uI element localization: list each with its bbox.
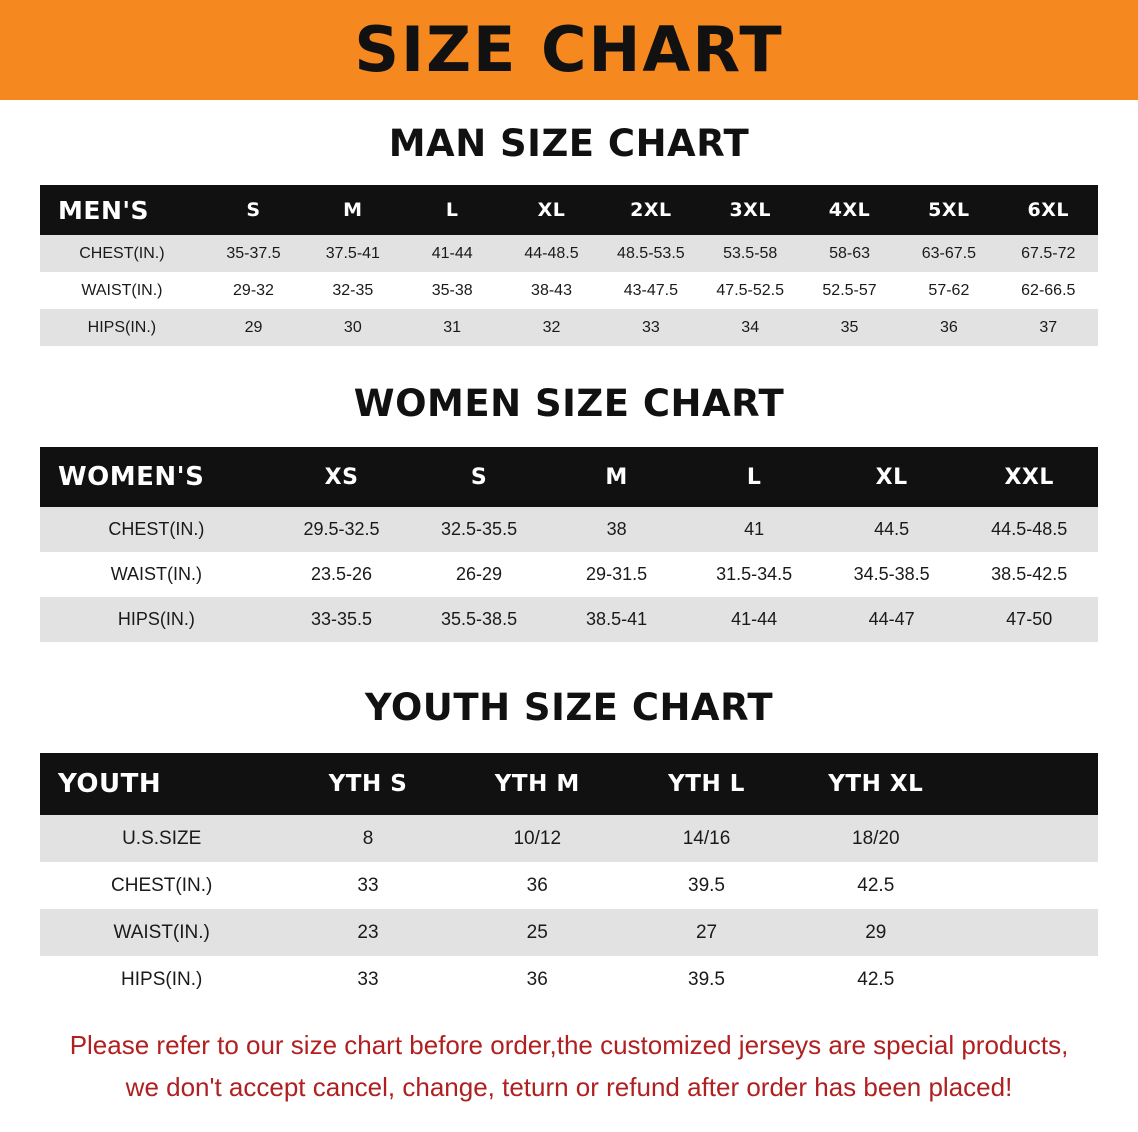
youth-header-l: YTH L (622, 753, 791, 815)
man-header-5xl: 5XL (899, 185, 998, 235)
table-row (40, 815, 1098, 862)
man-header-xl: XL (502, 185, 601, 235)
cell: 35 (800, 309, 899, 346)
cell: 38 (548, 507, 686, 552)
row-label: CHEST(IN.) (40, 507, 273, 552)
cell: 33-35.5 (273, 597, 411, 642)
row-label: HIPS(IN.) (40, 956, 283, 1003)
notice-line-2: we don't accept cancel, change, teturn or refund after order has been placed! (125, 1071, 1013, 1102)
youth-size-table (40, 753, 1098, 1003)
man-size-table (40, 185, 1098, 346)
cell: 42.5 (791, 956, 960, 1003)
cell: 57-62 (899, 272, 998, 309)
cell: 29-31.5 (548, 552, 686, 597)
cell: 32 (502, 309, 601, 346)
youth-section-heading: YOUTH SIZE CHART (364, 686, 774, 729)
cell: 52.5-57 (800, 272, 899, 309)
table-header-row (40, 447, 1098, 507)
cell: 33 (283, 956, 452, 1003)
cell: 58-63 (800, 235, 899, 272)
cell: 47-50 (960, 597, 1098, 642)
cell: 39.5 (622, 956, 791, 1003)
table-row (40, 597, 1098, 642)
cell: 41-44 (685, 597, 823, 642)
table-row (40, 272, 1098, 309)
man-header-s: S (204, 185, 303, 235)
cell: 27 (622, 909, 791, 956)
table-row (40, 862, 1098, 909)
banner (0, 0, 1138, 100)
cell: 63-67.5 (899, 235, 998, 272)
cell: 35-37.5 (204, 235, 303, 272)
cell: 34 (701, 309, 800, 346)
cell: 37 (999, 309, 1098, 346)
youth-table-body (40, 815, 1098, 1003)
cell: 44.5-48.5 (960, 507, 1098, 552)
table-row (40, 309, 1098, 346)
cell: 29-32 (204, 272, 303, 309)
cell: 36 (453, 862, 622, 909)
youth-header-xl: YTH XL (791, 753, 960, 815)
cell: 25 (453, 909, 622, 956)
cell: 35-38 (403, 272, 502, 309)
row-label: CHEST(IN.) (40, 862, 283, 909)
notice (0, 1025, 1138, 1108)
man-header-4xl: 4XL (800, 185, 899, 235)
cell: 39.5 (622, 862, 791, 909)
women-size-table (40, 447, 1098, 642)
cell: 26-29 (410, 552, 548, 597)
row-label: CHEST(IN.) (40, 235, 204, 272)
table-row (40, 909, 1098, 956)
cell-spacer (960, 956, 1098, 1003)
women-header-label: WOMEN'S (40, 447, 273, 507)
cell: 31.5-34.5 (685, 552, 823, 597)
cell: 48.5-53.5 (601, 235, 700, 272)
row-label: WAIST(IN.) (40, 272, 204, 309)
cell: 35.5-38.5 (410, 597, 548, 642)
cell: 14/16 (622, 815, 791, 862)
row-label: HIPS(IN.) (40, 597, 273, 642)
youth-table-wrap (0, 753, 1138, 1003)
cell: 29.5-32.5 (273, 507, 411, 552)
cell: 33 (601, 309, 700, 346)
cell: 38-43 (502, 272, 601, 309)
cell: 32-35 (303, 272, 402, 309)
cell: 23.5-26 (273, 552, 411, 597)
man-header-2xl: 2XL (601, 185, 700, 235)
cell: 44-48.5 (502, 235, 601, 272)
table-row (40, 507, 1098, 552)
cell-spacer (960, 909, 1098, 956)
notice-line-1: Please refer to our size chart before order,the customized jerseys are special products, (69, 1030, 1069, 1060)
women-table-body (40, 507, 1098, 642)
cell: 44-47 (823, 597, 961, 642)
women-section-heading: WOMEN SIZE CHART (353, 382, 785, 425)
cell: 67.5-72 (999, 235, 1098, 272)
row-label: U.S.SIZE (40, 815, 283, 862)
man-table-wrap (0, 185, 1138, 346)
cell: 29 (204, 309, 303, 346)
cell: 36 (899, 309, 998, 346)
youth-table-head (40, 753, 1098, 815)
cell: 44.5 (823, 507, 961, 552)
women-header-s: S (410, 447, 548, 507)
cell: 34.5-38.5 (823, 552, 961, 597)
women-header-m: M (548, 447, 686, 507)
youth-header-s: YTH S (283, 753, 452, 815)
table-header-row (40, 185, 1098, 235)
table-row (40, 956, 1098, 1003)
man-header-label: MEN'S (40, 185, 204, 235)
cell: 38.5-41 (548, 597, 686, 642)
page-title: SIZE CHART (354, 13, 784, 86)
cell: 38.5-42.5 (960, 552, 1098, 597)
cell: 33 (283, 862, 452, 909)
cell: 53.5-58 (701, 235, 800, 272)
man-header-m: M (303, 185, 402, 235)
row-label: WAIST(IN.) (40, 909, 283, 956)
women-header-xxl: XXL (960, 447, 1098, 507)
cell: 47.5-52.5 (701, 272, 800, 309)
table-row (40, 552, 1098, 597)
cell: 32.5-35.5 (410, 507, 548, 552)
women-header-l: L (685, 447, 823, 507)
cell: 18/20 (791, 815, 960, 862)
cell: 8 (283, 815, 452, 862)
cell: 37.5-41 (303, 235, 402, 272)
women-table-wrap (0, 447, 1138, 642)
women-table-head (40, 447, 1098, 507)
row-label: WAIST(IN.) (40, 552, 273, 597)
cell-spacer (960, 815, 1098, 862)
cell-spacer (960, 862, 1098, 909)
youth-header-m: YTH M (453, 753, 622, 815)
table-row (40, 235, 1098, 272)
man-header-3xl: 3XL (701, 185, 800, 235)
cell: 43-47.5 (601, 272, 700, 309)
cell: 62-66.5 (999, 272, 1098, 309)
man-header-l: L (403, 185, 502, 235)
cell: 29 (791, 909, 960, 956)
cell: 31 (403, 309, 502, 346)
cell: 41-44 (403, 235, 502, 272)
women-header-xs: XS (273, 447, 411, 507)
cell: 42.5 (791, 862, 960, 909)
cell: 30 (303, 309, 402, 346)
youth-header-spacer (960, 753, 1098, 815)
cell: 23 (283, 909, 452, 956)
row-label: HIPS(IN.) (40, 309, 204, 346)
cell: 10/12 (453, 815, 622, 862)
man-table-head (40, 185, 1098, 235)
cell: 41 (685, 507, 823, 552)
table-header-row (40, 753, 1098, 815)
cell: 36 (453, 956, 622, 1003)
man-table-body (40, 235, 1098, 346)
women-header-xl: XL (823, 447, 961, 507)
youth-header-label: YOUTH (40, 753, 283, 815)
man-section-heading: MAN SIZE CHART (388, 122, 750, 165)
man-header-6xl: 6XL (999, 185, 1098, 235)
